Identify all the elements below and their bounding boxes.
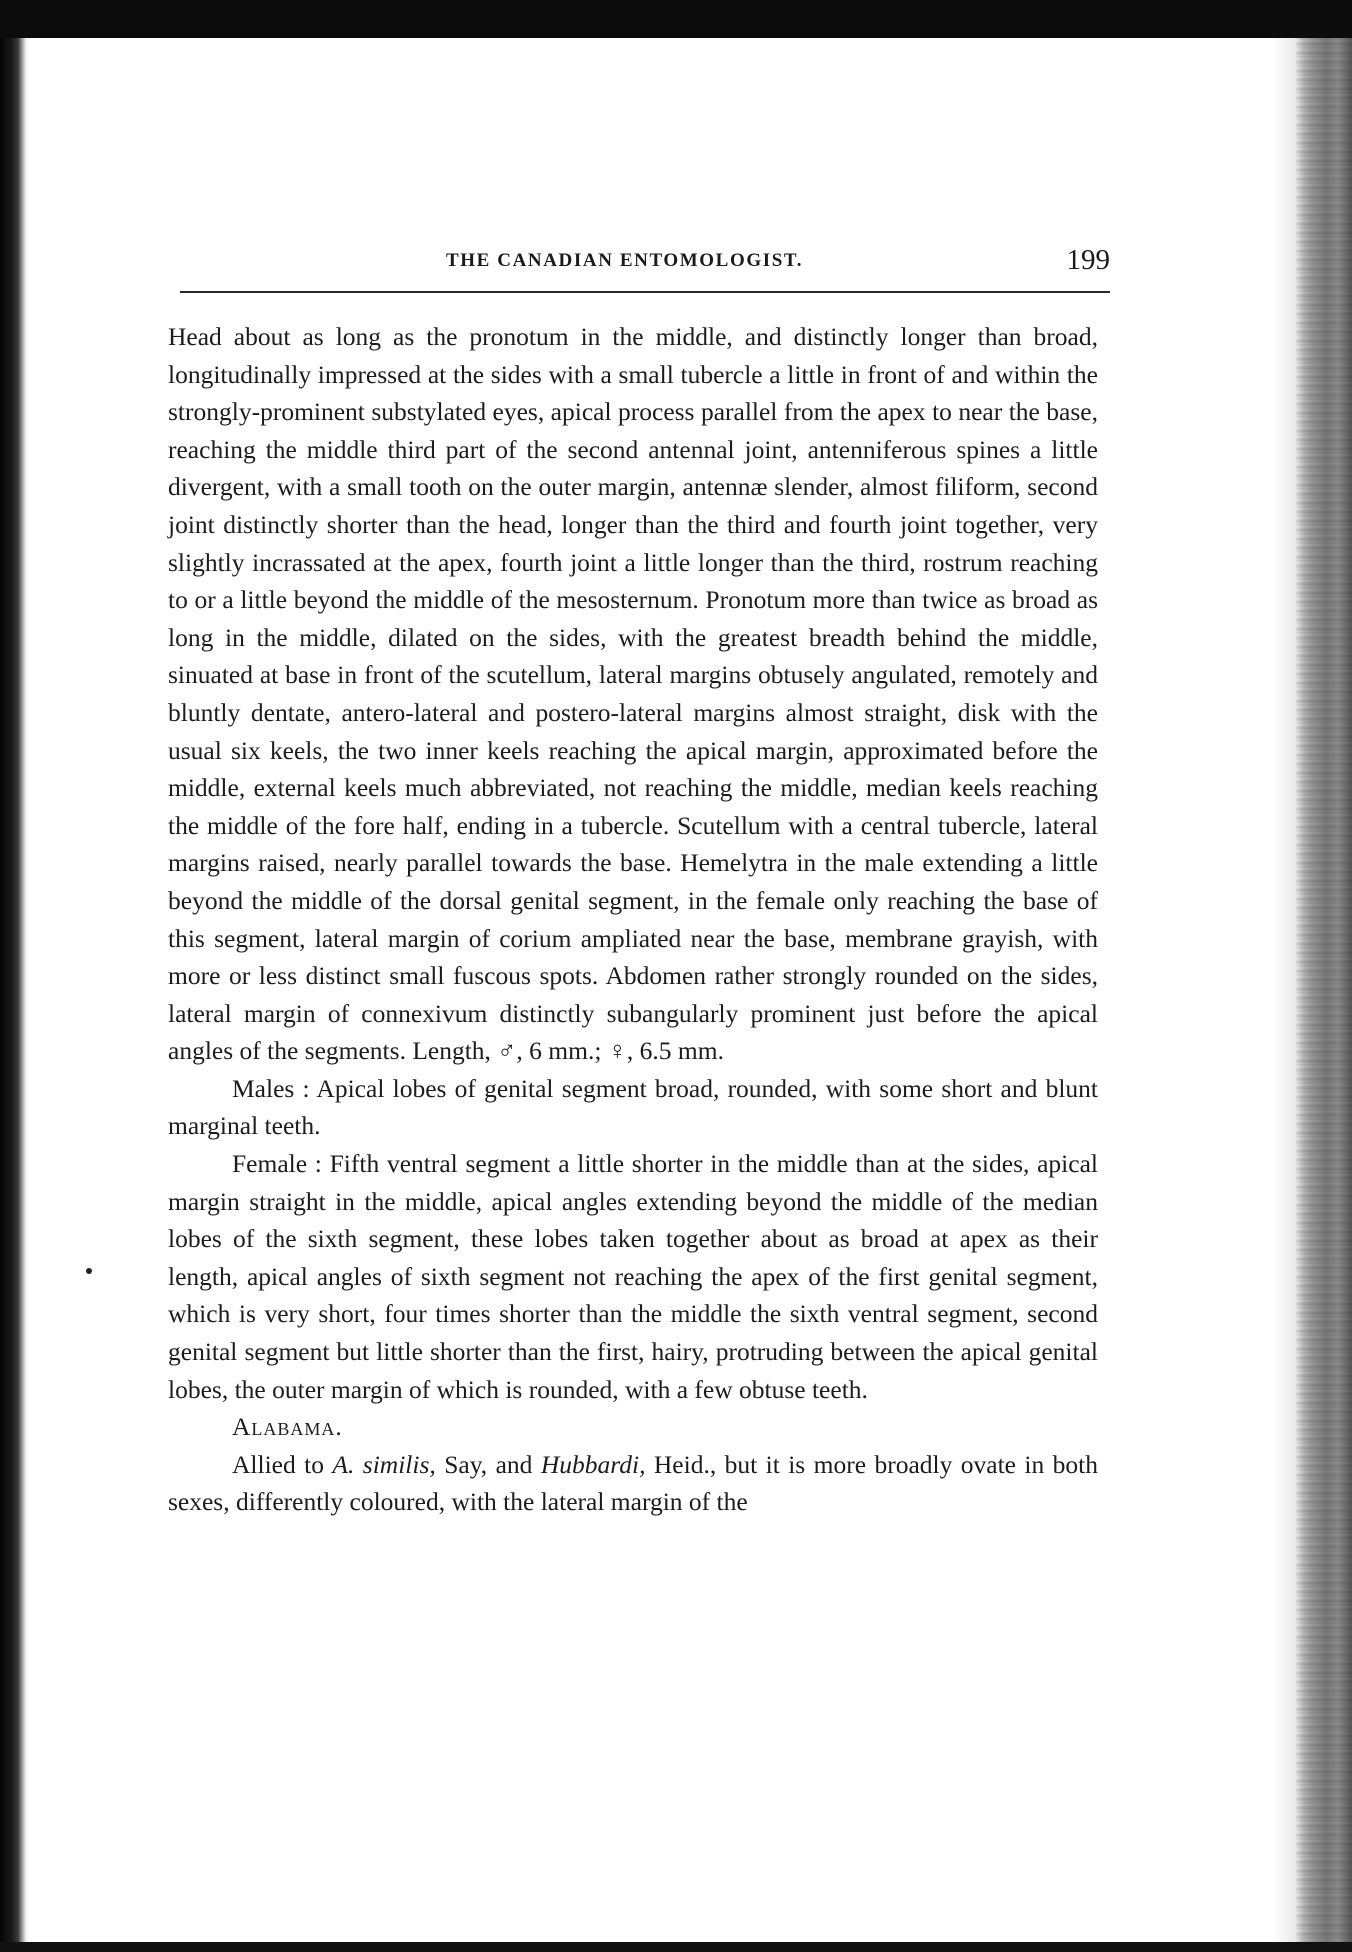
allied-middle: Say, and xyxy=(435,1449,541,1479)
allied-paragraph xyxy=(168,1446,1098,1521)
running-header xyxy=(170,246,1110,286)
page-body xyxy=(168,318,1098,1521)
species-name-hubbardi: Hubbardi, xyxy=(540,1449,646,1479)
scan-top-border xyxy=(0,0,1352,38)
males-paragraph: Males : Apical lobes of genital segment broad, rounded, with some short and blunt marginal teeth. xyxy=(168,1073,1098,1141)
allied-prefix: Allied to xyxy=(232,1449,333,1479)
scan-bottom-border xyxy=(0,1942,1352,1952)
species-name-similis: A. similis, xyxy=(332,1449,436,1479)
female-paragraph: Female : Fifth ventral segment a little shorter in the middle than at the sides, apical margin straight in the middle, apical angles extending beyond the middle of the median lobes of the sixth segment, these lobes taken together about as broad at apex as their length, apical angles of sixth segment not reaching the apex of the first genital segment, which is very short, four times shorter than the middle the sixth ventral segment, second genital segment but little shorter than the first, hairy, protruding between the apical genital lobes, the outer margin of which is rounded, with a few obtuse teeth. xyxy=(168,1149,1098,1404)
margin-speck xyxy=(86,1268,92,1274)
locality-label: Alabama. xyxy=(232,1412,343,1442)
scan-right-shadow xyxy=(1272,38,1296,1942)
journal-title: THE CANADIAN ENTOMOLOGIST. xyxy=(446,250,804,271)
page-number: 199 xyxy=(1066,244,1110,276)
header-rule xyxy=(180,291,1110,293)
scan-right-page-edges xyxy=(1296,38,1352,1942)
scan-left-binding-edge xyxy=(0,38,30,1942)
description-paragraph: Head about as long as the pronotum in the middle, and distinctly longer than broad, longitudinally impressed at the sides with a small tubercle a little in front of and within the strongly-prominent substylated eyes, apical process parallel from the apex to near the base, reaching the middle third part of the second antennal joint, antenniferous spines a little divergent, with a small tooth on the outer margin, antennæ slender, almost filiform, second joint distinctly shorter than the head, longer than the third and fourth joint together, very slightly incrassated at the apex, fourth joint a little longer than the third, rostrum reaching to or a little beyond the middle of the mesosternum. Pronotum more than twice as broad as long in the middle, dilated on the sides, with the greatest breadth behind the middle, sinuated at base in front of the scutellum, lateral margins obtusely angulated, remotely and bluntly dentate, antero-lateral and postero-lateral margins almost straight, disk with the usual six keels, the two inner keels reaching the apical margin, approximated before the middle, external keels much abbreviated, not reaching the middle, median keels reaching the middle of the fore half, ending in a tubercle. Scutellum with a central tubercle, lateral margins raised, nearly parallel towards the base. Hemelytra in the male extending a little beyond the middle of the dorsal genital segment, in the female only reaching the base of this segment, lateral margin of corium ampliated near the base, membrane grayish, with more or less distinct small fuscous spots. Abdomen rather strongly rounded on the sides, lateral margin of connexivum distinctly subangularly prominent just before the apical angles of the segments. Length, ♂, 6 mm.; ♀, 6.5 mm. xyxy=(168,322,1098,1066)
allied-suffix: Heid., but it is more broadly ovate in both sexes, differently coloured, with the lateral margin of the xyxy=(168,1449,1099,1517)
